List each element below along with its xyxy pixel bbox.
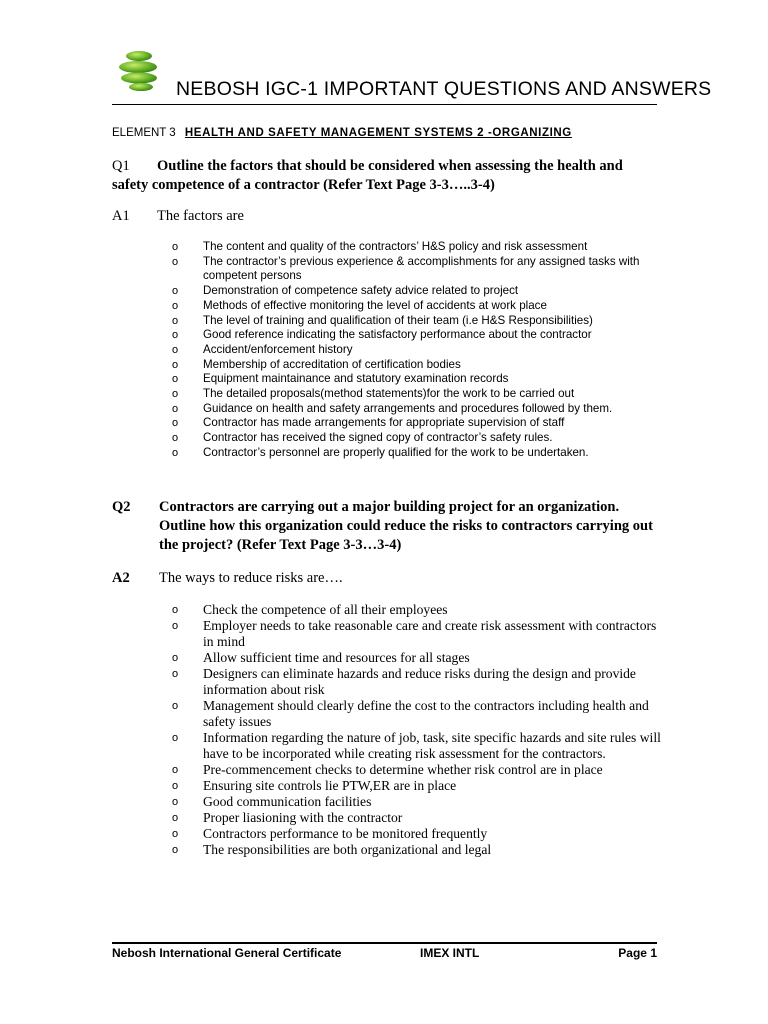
list-item: o Contractor has made arrangements for appropriate supervision of staff <box>172 416 662 431</box>
question-1-text: Outline the factors that should be considered when assessing the health and safety competence of a contractor (Refer Text Page 3-3…..3-4) <box>112 158 623 193</box>
list-item: o Membership of accreditation of certification bodies <box>172 358 662 373</box>
list-item: o Proper liasioning with the contractor <box>172 810 662 826</box>
header-divider <box>112 104 657 105</box>
answer-2-label: A2 <box>112 570 130 586</box>
document-title: NEBOSH IGC-1 IMPORTANT QUESTIONS AND ANSWERS <box>176 78 712 100</box>
answer-2 <box>112 570 343 587</box>
list-item: o The contractor’s previous experience & accomplishments for any assigned tasks with competent persons <box>172 255 662 284</box>
list-item: o The level of training and qualification of their team (i.e H&S Responsibilities) <box>172 314 662 329</box>
list-item: o Good reference indicating the satisfactory performance about the contractor <box>172 328 662 343</box>
list-item: o Contractor’s personnel are properly qualified for the work to be undertaken. <box>172 446 662 461</box>
answer-1 <box>112 208 244 225</box>
list-item: o The content and quality of the contractors’ H&S policy and risk assessment <box>172 240 662 255</box>
list-item: o Contractors performance to be monitored frequently <box>172 826 662 842</box>
list-item: o Employer needs to take reasonable care and create risk assessment with contractors in mind <box>172 618 662 650</box>
question-2-label: Q2 <box>112 499 131 515</box>
green-sphere-logo-icon <box>116 48 162 92</box>
question-2-text: Contractors are carrying out a major building project for an organization. Outline how this organization could reduce the risks to contractors carrying out the project? (Refer Text Page 3-3…3-4) <box>159 499 653 553</box>
list-item: o Equipment maintainance and statutory examination records <box>172 372 662 387</box>
list-item: o The detailed proposals(method statements)for the work to be carried out <box>172 387 662 402</box>
list-item: o Allow sufficient time and resources for all stages <box>172 650 662 666</box>
answer-2-list <box>172 602 662 858</box>
list-item: o The responsibilities are both organizational and legal <box>172 842 662 858</box>
footer-page-number: Page 1 <box>618 946 657 960</box>
list-item: o Contractor has received the signed copy of contractor’s safety rules. <box>172 431 662 446</box>
answer-1-list <box>172 240 662 461</box>
answer-2-intro: The ways to reduce risks are…. <box>159 570 343 586</box>
footer-course-name: Nebosh International General Certificate <box>112 946 342 960</box>
list-item: o Management should clearly define the cost to the contractors including health and safety issues <box>172 698 662 730</box>
list-item: o Accident/enforcement history <box>172 343 662 358</box>
footer-divider <box>112 942 657 944</box>
list-item: o Ensuring site controls lie PTW,ER are in place <box>172 778 662 794</box>
list-item: o Methods of effective monitoring the level of accidents at work place <box>172 299 662 314</box>
list-item: o Good communication facilities <box>172 794 662 810</box>
answer-1-label: A1 <box>112 208 130 224</box>
element-topic: HEALTH AND SAFETY MANAGEMENT SYSTEMS 2 -ORGANIZING <box>184 127 572 139</box>
element-label: ELEMENT 3 <box>112 127 176 139</box>
element-heading <box>112 127 572 139</box>
question-1 <box>112 157 657 195</box>
answer-1-intro: The factors are <box>157 208 244 224</box>
list-item: o Pre-commencement checks to determine whether risk control are in place <box>172 762 662 778</box>
list-item: o Designers can eliminate hazards and reduce risks during the design and provide information about risk <box>172 666 662 698</box>
question-1-label: Q1 <box>112 158 130 174</box>
list-item: o Information regarding the nature of job, task, site specific hazards and site rules will have to be incorporated while creating risk assessment for the contractors. <box>172 730 662 762</box>
footer-company: IMEX INTL <box>420 946 480 960</box>
list-item: o Demonstration of competence safety advice related to project <box>172 284 662 299</box>
list-item: o Guidance on health and safety arrangements and procedures followed by them. <box>172 402 662 417</box>
list-item: o Check the competence of all their employees <box>172 602 662 618</box>
question-2 <box>112 498 660 555</box>
